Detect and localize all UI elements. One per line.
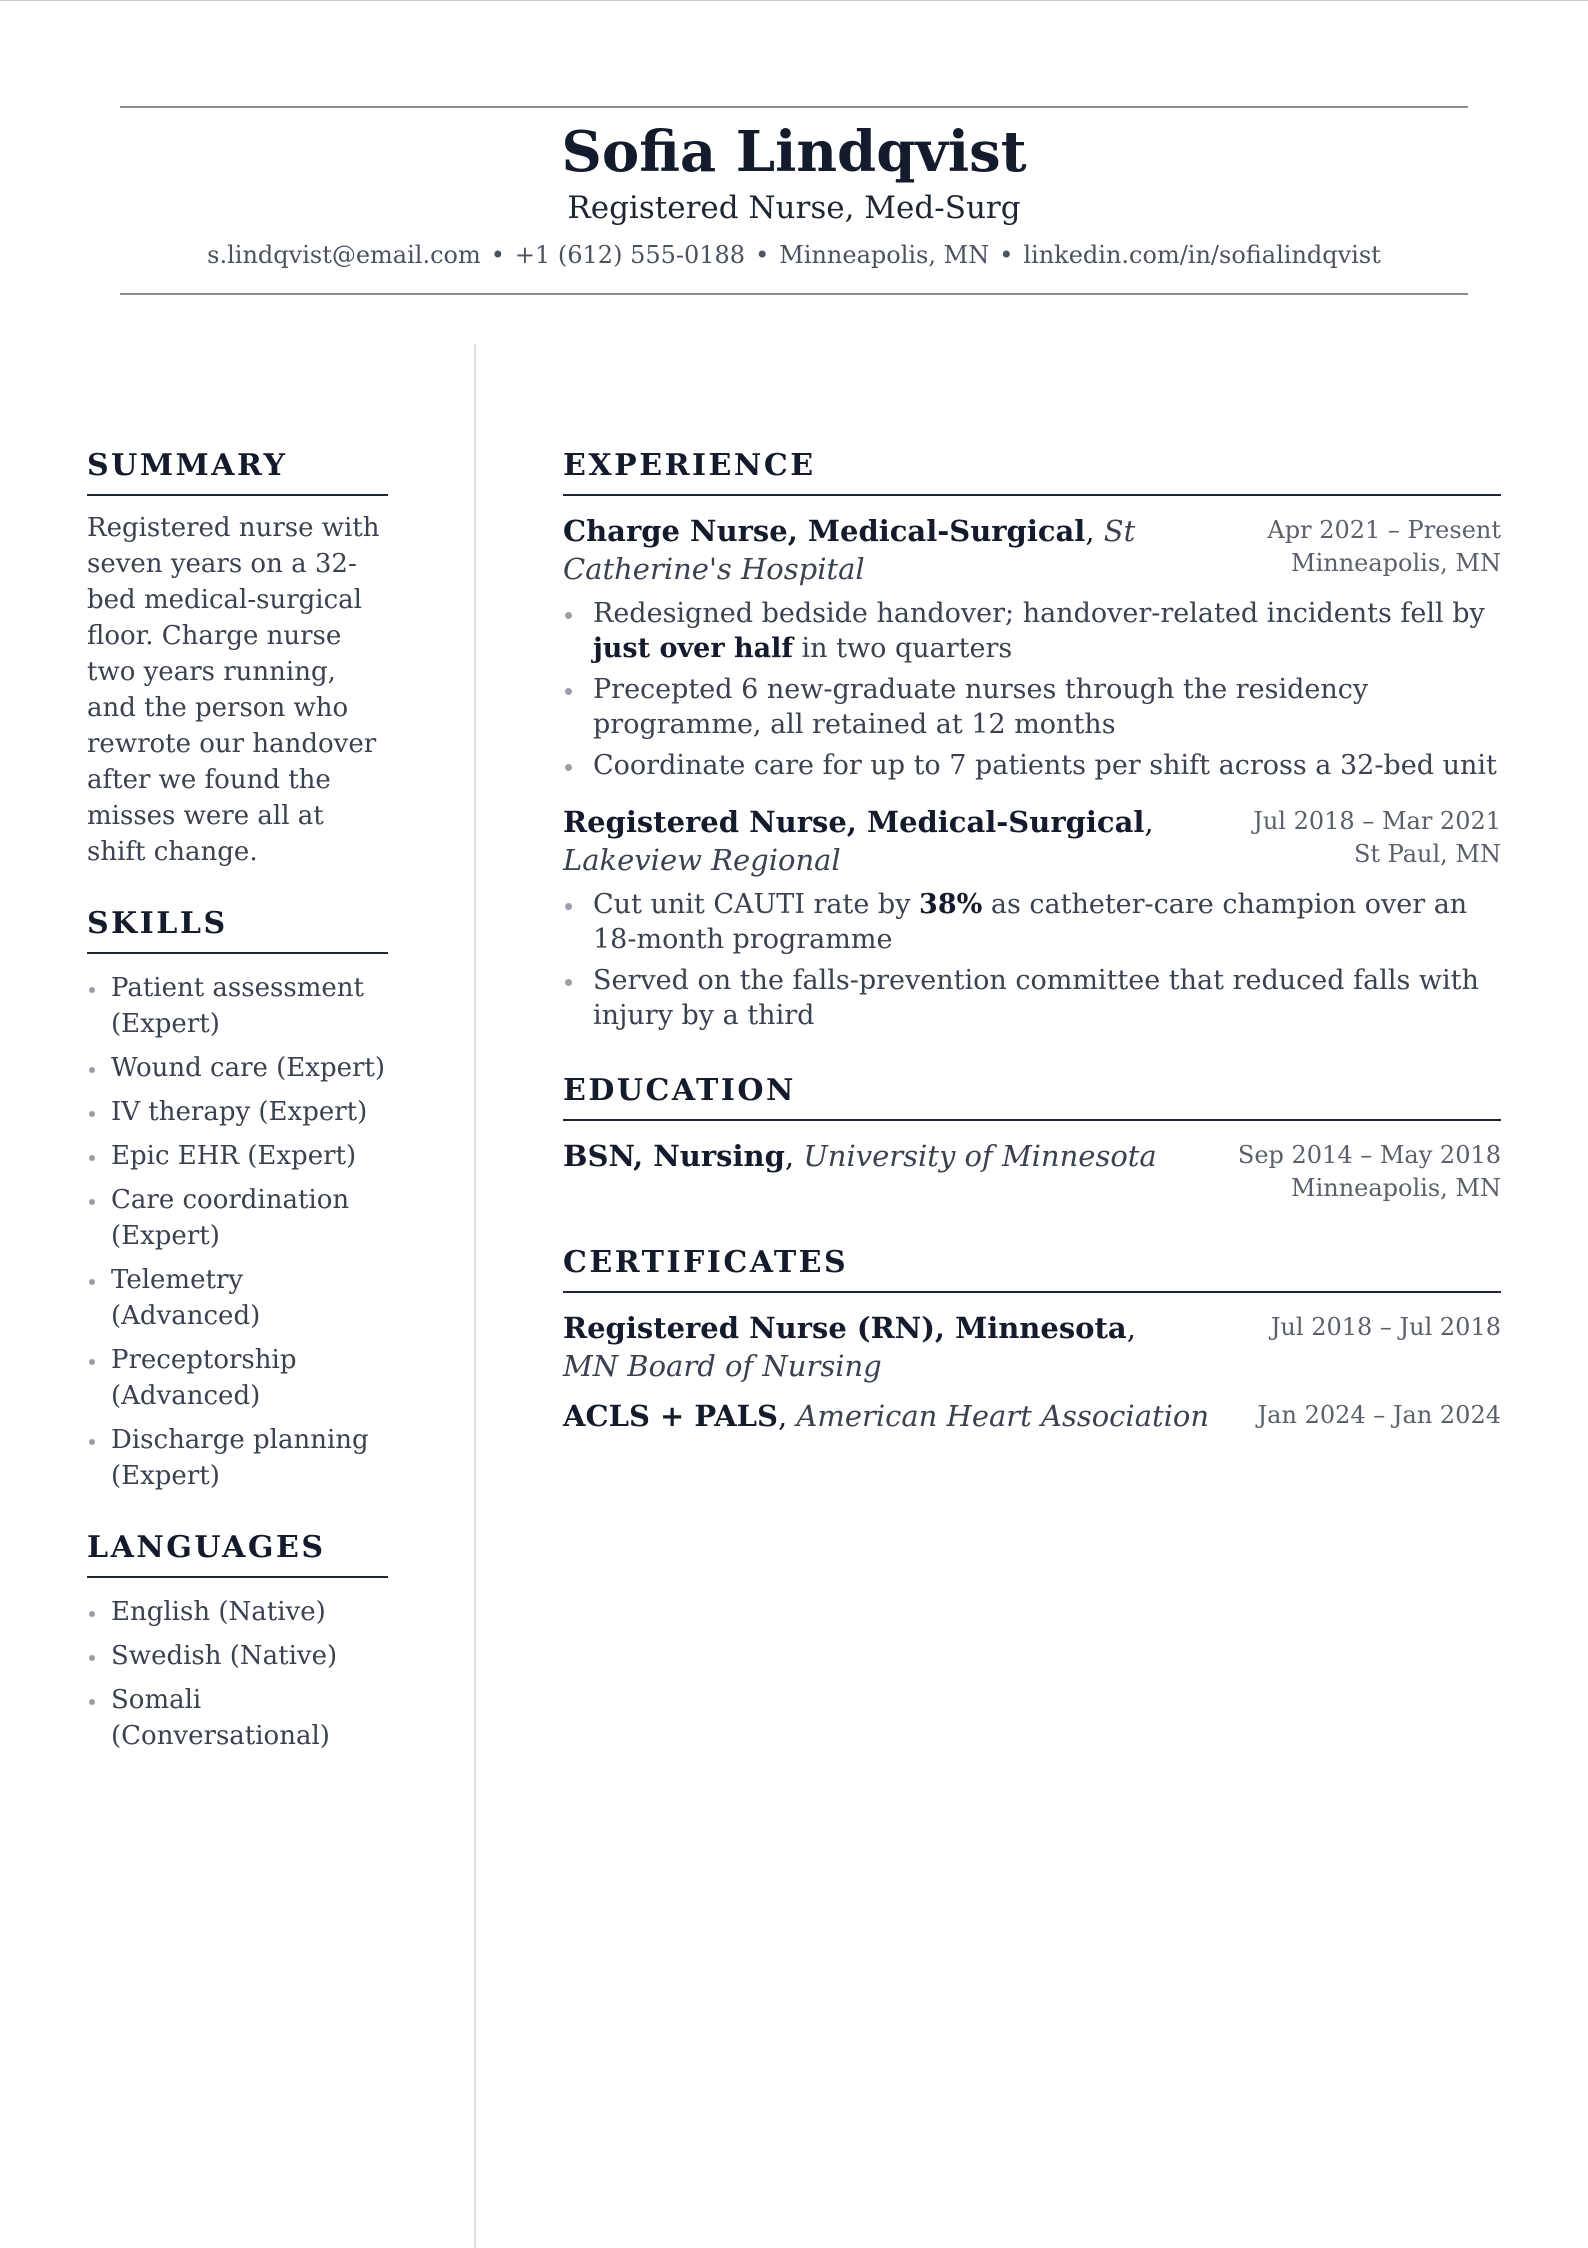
job-bullet: Precepted 6 new-graduate nurses through the residency programme, all retained at 12 months: [563, 672, 1501, 742]
column-divider: [474, 344, 476, 2248]
education-entry: [563, 1137, 1501, 1205]
header-bottom-rule: [120, 293, 1468, 295]
education-dates: Sep 2014 – May 2018: [1237, 1141, 1501, 1169]
summary-section: [87, 448, 388, 870]
job-title-line: Charge Nurse, Medical-Surgical, St Catherine's Hospital: [563, 514, 1136, 586]
contact-linkedin[interactable]: linkedin.com/in/sofialindqvist: [1023, 240, 1381, 269]
education-heading: EDUCATION: [563, 1073, 1501, 1121]
contact-phone[interactable]: +1 (612) 555-0188: [514, 240, 746, 269]
job-dates: Apr 2021 – Present: [1267, 516, 1501, 544]
contact-separator: •: [999, 240, 1014, 269]
job-location: Minneapolis, MN: [1291, 549, 1501, 577]
skills-section: [87, 906, 388, 1494]
certificates-heading: CERTIFICATES: [563, 1245, 1501, 1293]
page-top-border: [0, 0, 1588, 1]
job-bullets: [563, 887, 1501, 1033]
certificate-title: ACLS + PALS: [563, 1399, 778, 1433]
skills-heading: SKILLS: [87, 906, 388, 954]
skill-item: Patient assessment (Expert): [87, 970, 388, 1042]
contact-email[interactable]: s.lindqvist@email.com: [207, 240, 481, 269]
skill-item: Telemetry (Advanced): [87, 1262, 388, 1334]
job-org: Lakeview Regional: [563, 843, 841, 877]
contact-line: [120, 240, 1468, 271]
job-entry: [563, 803, 1501, 1033]
skill-item: Discharge planning (Expert): [87, 1422, 388, 1494]
certificate-dates: Jul 2018 – Jul 2018: [1270, 1313, 1501, 1341]
job-bullets: [563, 596, 1501, 783]
skill-item: Epic EHR (Expert): [87, 1138, 388, 1174]
job-location: St Paul, MN: [1353, 840, 1501, 868]
summary-heading: SUMMARY: [87, 448, 388, 496]
education-section: [563, 1073, 1501, 1205]
certificate-line: ACLS + PALS, American Heart Association: [563, 1399, 1210, 1433]
languages-section: [87, 1530, 388, 1754]
job-bullet: Redesigned bedside handover; handover-related incidents fell by just over half in two quarters: [563, 596, 1501, 666]
certificate-line: Registered Nurse (RN), Minnesota, MN Board of Nursing: [563, 1311, 1136, 1383]
skill-item: Preceptorship (Advanced): [87, 1342, 388, 1414]
job-title: Charge Nurse, Medical-Surgical: [563, 514, 1086, 548]
degree-title: BSN, Nursing: [563, 1139, 785, 1173]
job-org: St Catherine's Hospital: [563, 514, 1136, 586]
languages-heading: LANGUAGES: [87, 1530, 388, 1578]
job-bullet: Coordinate care for up to 7 patients per shift across a 32-bed unit: [563, 748, 1501, 783]
job-dates: Jul 2018 – Mar 2021: [1253, 807, 1501, 835]
certificate-issuer: MN Board of Nursing: [563, 1349, 882, 1383]
contact-separator: •: [755, 240, 770, 269]
school-name: University of Minnesota: [803, 1139, 1157, 1173]
sidebar: [87, 448, 388, 1762]
contact-separator: •: [490, 240, 505, 269]
job-meta: [1253, 803, 1501, 871]
language-item: English (Native): [87, 1594, 388, 1630]
job-bullet: Cut unit CAUTI rate by 38% as catheter-care champion over an 18-month programme: [563, 887, 1501, 957]
experience-section: [563, 448, 1501, 1033]
candidate-name: Sofia Lindqvist: [561, 119, 1027, 185]
skill-item: IV therapy (Expert): [87, 1094, 388, 1130]
contact-location: Minneapolis, MN: [779, 240, 990, 269]
certificate-entry: [563, 1309, 1501, 1385]
degree-line: BSN, Nursing, University of Minnesota: [563, 1139, 1157, 1173]
main-column: [563, 448, 1501, 1435]
candidate-role: Registered Nurse, Med-Surg: [567, 189, 1021, 226]
languages-list: [87, 1594, 388, 1754]
certificate-title: Registered Nurse (RN), Minnesota: [563, 1311, 1127, 1345]
skills-list: [87, 970, 388, 1494]
job-entry: [563, 512, 1501, 783]
skill-item: Care coordination (Expert): [87, 1182, 388, 1254]
certificate-meta: [1271, 1309, 1501, 1344]
resume-header: [120, 106, 1468, 295]
job-meta: [1267, 512, 1501, 580]
header-top-rule: [120, 106, 1468, 108]
language-item: Swedish (Native): [87, 1638, 388, 1674]
certificate-issuer: American Heart Association: [796, 1399, 1210, 1433]
job-title-line: Registered Nurse, Medical-Surgical, Lakeview Regional: [563, 805, 1154, 877]
education-location: Minneapolis, MN: [1291, 1174, 1501, 1202]
skill-item: Wound care (Expert): [87, 1050, 388, 1086]
certificates-section: [563, 1245, 1501, 1435]
summary-text: Registered nurse with seven years on a 32-bed medical-surgical floor. Charge nurse two years running, and the person who rewrote our handover after we found the misses were all at shift change.: [87, 513, 380, 867]
certificate-dates: Jan 2024 – Jan 2024: [1257, 1401, 1501, 1429]
experience-heading: EXPERIENCE: [563, 448, 1501, 496]
certificate-entry: [563, 1397, 1501, 1435]
education-meta: [1238, 1137, 1501, 1205]
job-bullet: Served on the falls-prevention committee that reduced falls with injury by a third: [563, 963, 1501, 1033]
job-title: Registered Nurse, Medical-Surgical: [563, 805, 1145, 839]
certificate-meta: [1258, 1397, 1501, 1432]
language-item: Somali (Conversational): [87, 1682, 388, 1754]
